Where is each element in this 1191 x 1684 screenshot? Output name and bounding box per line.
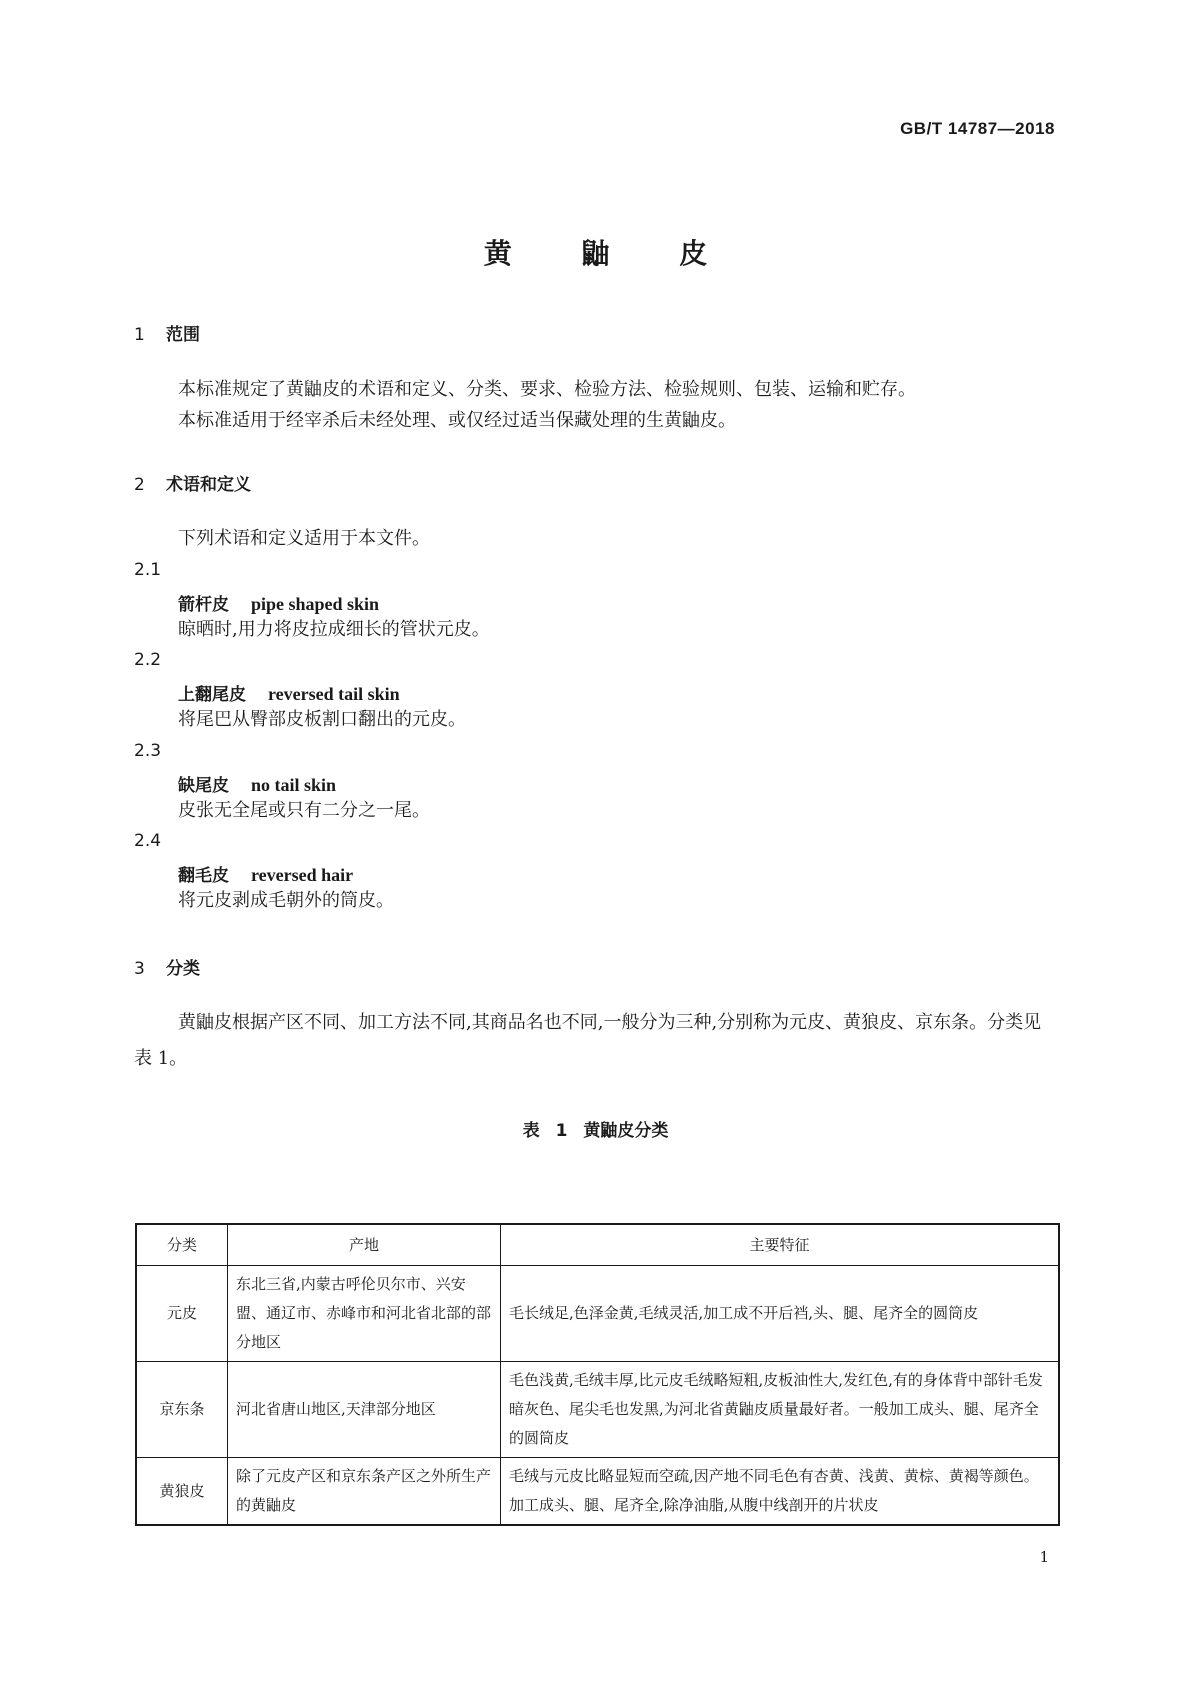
section-title: 范围 xyxy=(166,325,200,345)
section-number: 1 xyxy=(134,325,145,345)
cell-features: 毛色浅黄,毛绒丰厚,比元皮毛绒略短粗,皮板油性大,发红色,有的身体背中部针毛发暗灰色、尾尖毛也发黑,为河北省黄鼬皮质量最好者。一般加工成头、腿、尾齐全的圆筒皮 xyxy=(501,1362,1060,1458)
cell-type: 京东条 xyxy=(136,1362,228,1458)
term-zh: 箭杆皮 xyxy=(178,595,229,615)
term-definition: 将尾巴从臀部皮板割口翻出的元皮。 xyxy=(178,709,466,730)
table-row xyxy=(136,1362,1059,1458)
page-number: 1 xyxy=(1039,1548,1049,1566)
document-title: 黄 鼬 皮 xyxy=(483,237,708,270)
section-3-heading xyxy=(134,954,200,979)
section-1-heading xyxy=(134,320,200,345)
scope-paragraph-2: 本标准适用于经宰杀后未经处理、或仅经过适当保藏处理的生黄鼬皮。 xyxy=(178,410,736,431)
classification-paragraph: 黄鼬皮根据产区不同、加工方法不同,其商品名也不同,一般分为三种,分别称为元皮、黄狼皮、京东条。分类见表 1。 xyxy=(134,1012,1042,1069)
classification-table xyxy=(135,1223,1060,1526)
cell-origin: 河北省唐山地区,天津部分地区 xyxy=(228,1362,501,1458)
table-caption: 表 1 黄鼬皮分类 xyxy=(522,1121,669,1141)
section-2-heading xyxy=(134,470,251,495)
section-number: 3 xyxy=(134,959,145,979)
cell-type: 黄狼皮 xyxy=(136,1458,228,1526)
cell-origin: 除了元皮产区和京东条产区之外所生产的黄鼬皮 xyxy=(228,1458,501,1526)
term-zh: 上翻尾皮 xyxy=(178,685,246,705)
header-type: 分类 xyxy=(136,1224,228,1266)
term-number: 2.4 xyxy=(134,831,162,851)
term-number: 2.1 xyxy=(134,560,162,580)
table-row xyxy=(136,1266,1059,1362)
section-title: 术语和定义 xyxy=(166,475,251,495)
section-number: 2 xyxy=(134,475,145,495)
table-row xyxy=(136,1458,1059,1526)
cell-features: 毛长绒足,色泽金黄,毛绒灵活,加工成不开后裆,头、腿、尾齐全的圆筒皮 xyxy=(501,1266,1060,1362)
scope-paragraph-1: 本标准规定了黄鼬皮的术语和定义、分类、要求、检验方法、检验规则、包装、运输和贮存。 xyxy=(178,379,916,400)
term-number: 2.2 xyxy=(134,650,162,670)
term-zh: 翻毛皮 xyxy=(178,866,229,886)
section-title: 分类 xyxy=(166,959,200,979)
term-en: reversed tail skin xyxy=(268,684,400,704)
header-origin: 产地 xyxy=(228,1224,501,1266)
cell-origin: 东北三省,内蒙古呼伦贝尔市、兴安盟、通辽市、赤峰市和河北省北部的部分地区 xyxy=(228,1266,501,1362)
term-en: reversed hair xyxy=(251,865,354,885)
term-zh: 缺尾皮 xyxy=(178,776,229,796)
term-definition: 皮张无全尾或只有二分之一尾。 xyxy=(178,800,430,821)
term-definition: 将元皮剥成毛朝外的筒皮。 xyxy=(178,890,394,911)
term-en: no tail skin xyxy=(251,775,337,795)
term-definition: 晾晒时,用力将皮拉成细长的管状元皮。 xyxy=(178,619,490,640)
cell-features: 毛绒与元皮比略显短而空疏,因产地不同毛色有杏黄、浅黄、黄棕、黄褐等颜色。加工成头、腿、尾齐全,除净油脂,从腹中线剖开的片状皮 xyxy=(501,1458,1060,1526)
header-features: 主要特征 xyxy=(501,1224,1060,1266)
cell-type: 元皮 xyxy=(136,1266,228,1362)
term-en: pipe shaped skin xyxy=(251,594,380,614)
table-header-row xyxy=(136,1224,1059,1266)
standard-code: GB/T 14787—2018 xyxy=(900,119,1055,138)
term-number: 2.3 xyxy=(134,741,162,761)
terms-intro: 下列术语和定义适用于本文件。 xyxy=(178,528,430,549)
